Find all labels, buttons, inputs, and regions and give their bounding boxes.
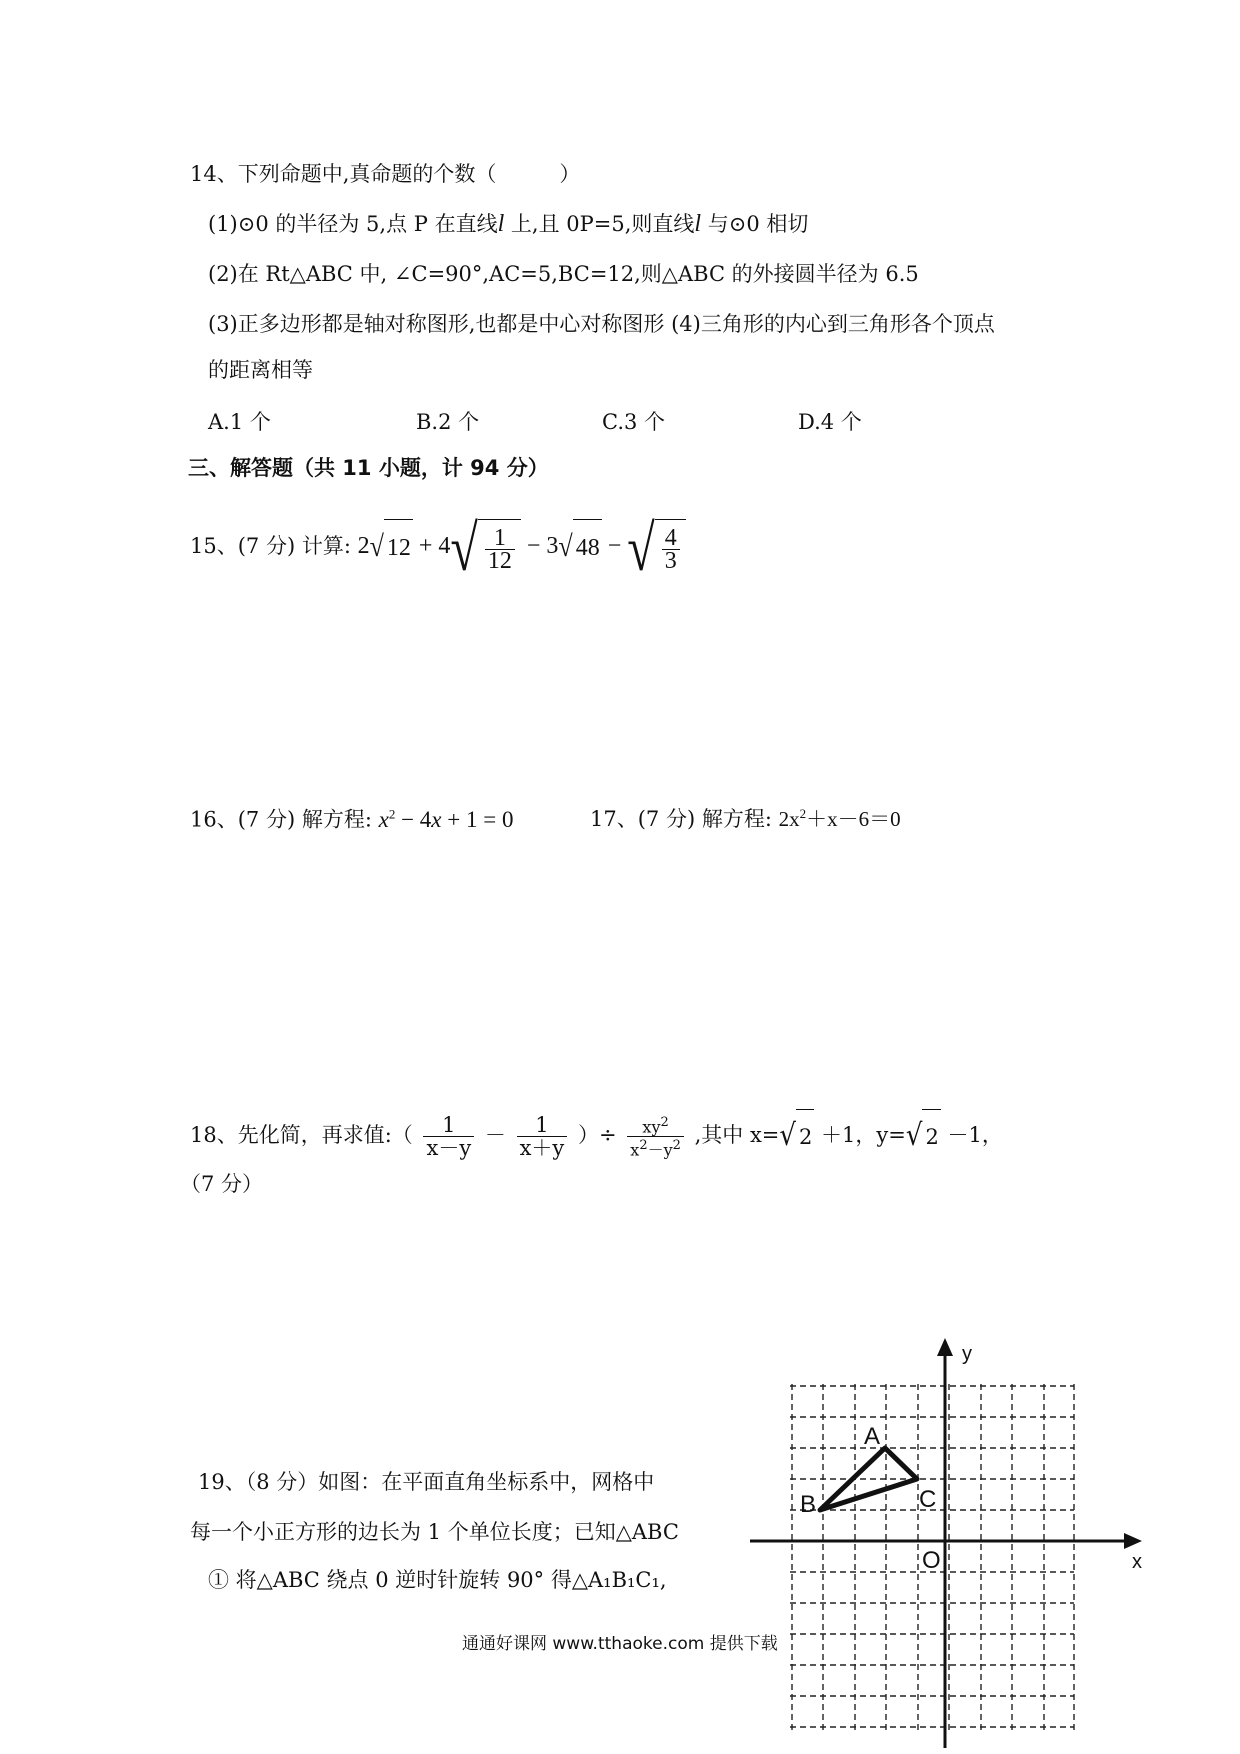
- label-c: C: [919, 1486, 937, 1513]
- q15-op-2: −: [526, 533, 541, 559]
- q14-option-a: A.1 个: [208, 410, 271, 434]
- section-heading: 三、解答题（共 11 小题，计 94 分）: [188, 456, 549, 480]
- q18-frac3-den-exp1: 2: [639, 1138, 648, 1153]
- q15-coef-3: 3: [546, 533, 559, 559]
- q18-close-div: ）÷: [577, 1123, 617, 1147]
- q14-option-d: D.4 个: [798, 410, 862, 434]
- x-axis-arrow: [1124, 1533, 1142, 1549]
- label-b: B: [800, 1491, 817, 1518]
- q16-eq-exp: 2: [388, 806, 396, 821]
- q14-option-c: C.3 个: [602, 410, 666, 434]
- q18-frac3-num: xy: [642, 1117, 661, 1136]
- q18-cond-b: ＋1，y=: [814, 1123, 906, 1147]
- q15-coef-1: 2: [357, 533, 370, 559]
- q15-frac2-num: 4: [662, 527, 680, 550]
- x-axis-label: x: [1132, 1551, 1142, 1573]
- q14-statement-3-cont: 的距离相等: [208, 358, 313, 382]
- q17-eq-exp: 2: [799, 806, 807, 821]
- q18-frac3-den-b: －y: [647, 1140, 673, 1160]
- q14-statement-3: (3)正多边形都是轴对称图形,也都是中心对称图形 (4)三角形的内心到三角形各个顶点: [208, 312, 995, 336]
- q18-frac1-den: x－y: [426, 1136, 472, 1160]
- q14-s1-part-a: (1)⊙0 的半径为 5,点 P 在直线: [208, 212, 498, 236]
- q18-cond-a: ,其中 x=: [694, 1123, 780, 1147]
- q19-line-2: 每一个小正方形的边长为 1 个单位长度；已知△ABC: [190, 1520, 679, 1544]
- q15-frac1-num: 1: [485, 527, 515, 550]
- q18-minus: －: [484, 1123, 506, 1147]
- q15-frac2-den: 3: [664, 548, 677, 575]
- q18: 18、先化简，再求值:（ $\frac{1}{x-y}$ － $\frac{1}{x+y}$ ）÷ $\frac{xy^2}{x^2-y^2}$ ,其中 x=√ 2 ＋1，y=√ 2 －1，: [190, 1108, 1003, 1164]
- q17-eq-b: ＋x－6＝0: [806, 807, 901, 831]
- q15-op-3: −: [607, 533, 622, 559]
- q14-option-b: B.2 个: [416, 410, 480, 434]
- q16-eq-x2: x: [431, 806, 442, 832]
- q18-frac1-num: 1: [423, 1114, 474, 1137]
- q15-coef-2: 4: [438, 533, 451, 559]
- q15-frac1-den: 12: [487, 548, 512, 575]
- q19-line-3: ① 将△ABC 绕点 0 逆时针旋转 90° 得△A₁B₁C₁,: [208, 1568, 667, 1592]
- q18-cond-radicand-2: 2: [922, 1109, 940, 1164]
- q18-score: （7 分）: [180, 1172, 264, 1196]
- q14-s1-part-b: 上,且 0P=5,则直线: [504, 212, 695, 236]
- q18-frac3-den-a: x: [630, 1140, 640, 1160]
- q15: 15、(7 分) 计算: 2√ 12 + 4√ $\frac{1}{12}$ − 3√ 48 − √ $\frac{4}{3}$: [190, 518, 686, 576]
- q16-eq-c: + 1 = 0: [441, 806, 514, 832]
- q18-frac3-num-exp: 2: [660, 1114, 669, 1130]
- q18-cond-radicand-1: 2: [796, 1109, 814, 1164]
- q17-label: 17、(7 分) 解方程:: [590, 807, 772, 831]
- q18-frac2-den: x＋y: [519, 1136, 565, 1160]
- q14-statement-2: (2)在 Rt△ABC 中, ∠C=90°,AC=5,BC=12,则△ABC 的外接圆半径为 6.5: [208, 262, 919, 286]
- q14-s1-part-c: 与⊙0 相切: [701, 212, 809, 236]
- q15-label: 15、(7 分) 计算:: [190, 534, 351, 558]
- q16-eq-x: x: [378, 806, 389, 832]
- y-axis-arrow: [937, 1338, 953, 1356]
- q17-eq-a: 2x: [778, 807, 800, 831]
- q15-radicand-3: 48: [573, 519, 602, 576]
- q18-frac2-num: 1: [517, 1114, 568, 1137]
- q16-label: 16、(7 分) 解方程:: [190, 807, 372, 832]
- label-a: A: [864, 1423, 881, 1450]
- q16-eq-b: − 4: [395, 806, 432, 832]
- q18-frac3-den-exp2: 2: [672, 1138, 681, 1153]
- q15-radicand-1: 12: [384, 519, 413, 576]
- q14-s1-line-l-2: l: [694, 211, 702, 237]
- q15-op-1: +: [418, 533, 433, 559]
- q14-s1-line-l: l: [497, 211, 505, 237]
- q14-stem: 14、下列命题中,真命题的个数（ ）: [190, 162, 581, 186]
- q18-cond-c: －1，: [940, 1123, 1003, 1147]
- y-axis-label: y: [962, 1343, 972, 1365]
- q19-line-1: 19、（8 分）如图：在平面直角坐标系中，网格中: [198, 1470, 655, 1494]
- footer-source: 通通好课网 www.tthaoke.com 提供下载: [462, 1634, 778, 1654]
- q18-label: 18、先化简，再求值:（: [190, 1123, 413, 1147]
- origin-label: O: [922, 1547, 941, 1574]
- axes: [750, 1338, 1142, 1748]
